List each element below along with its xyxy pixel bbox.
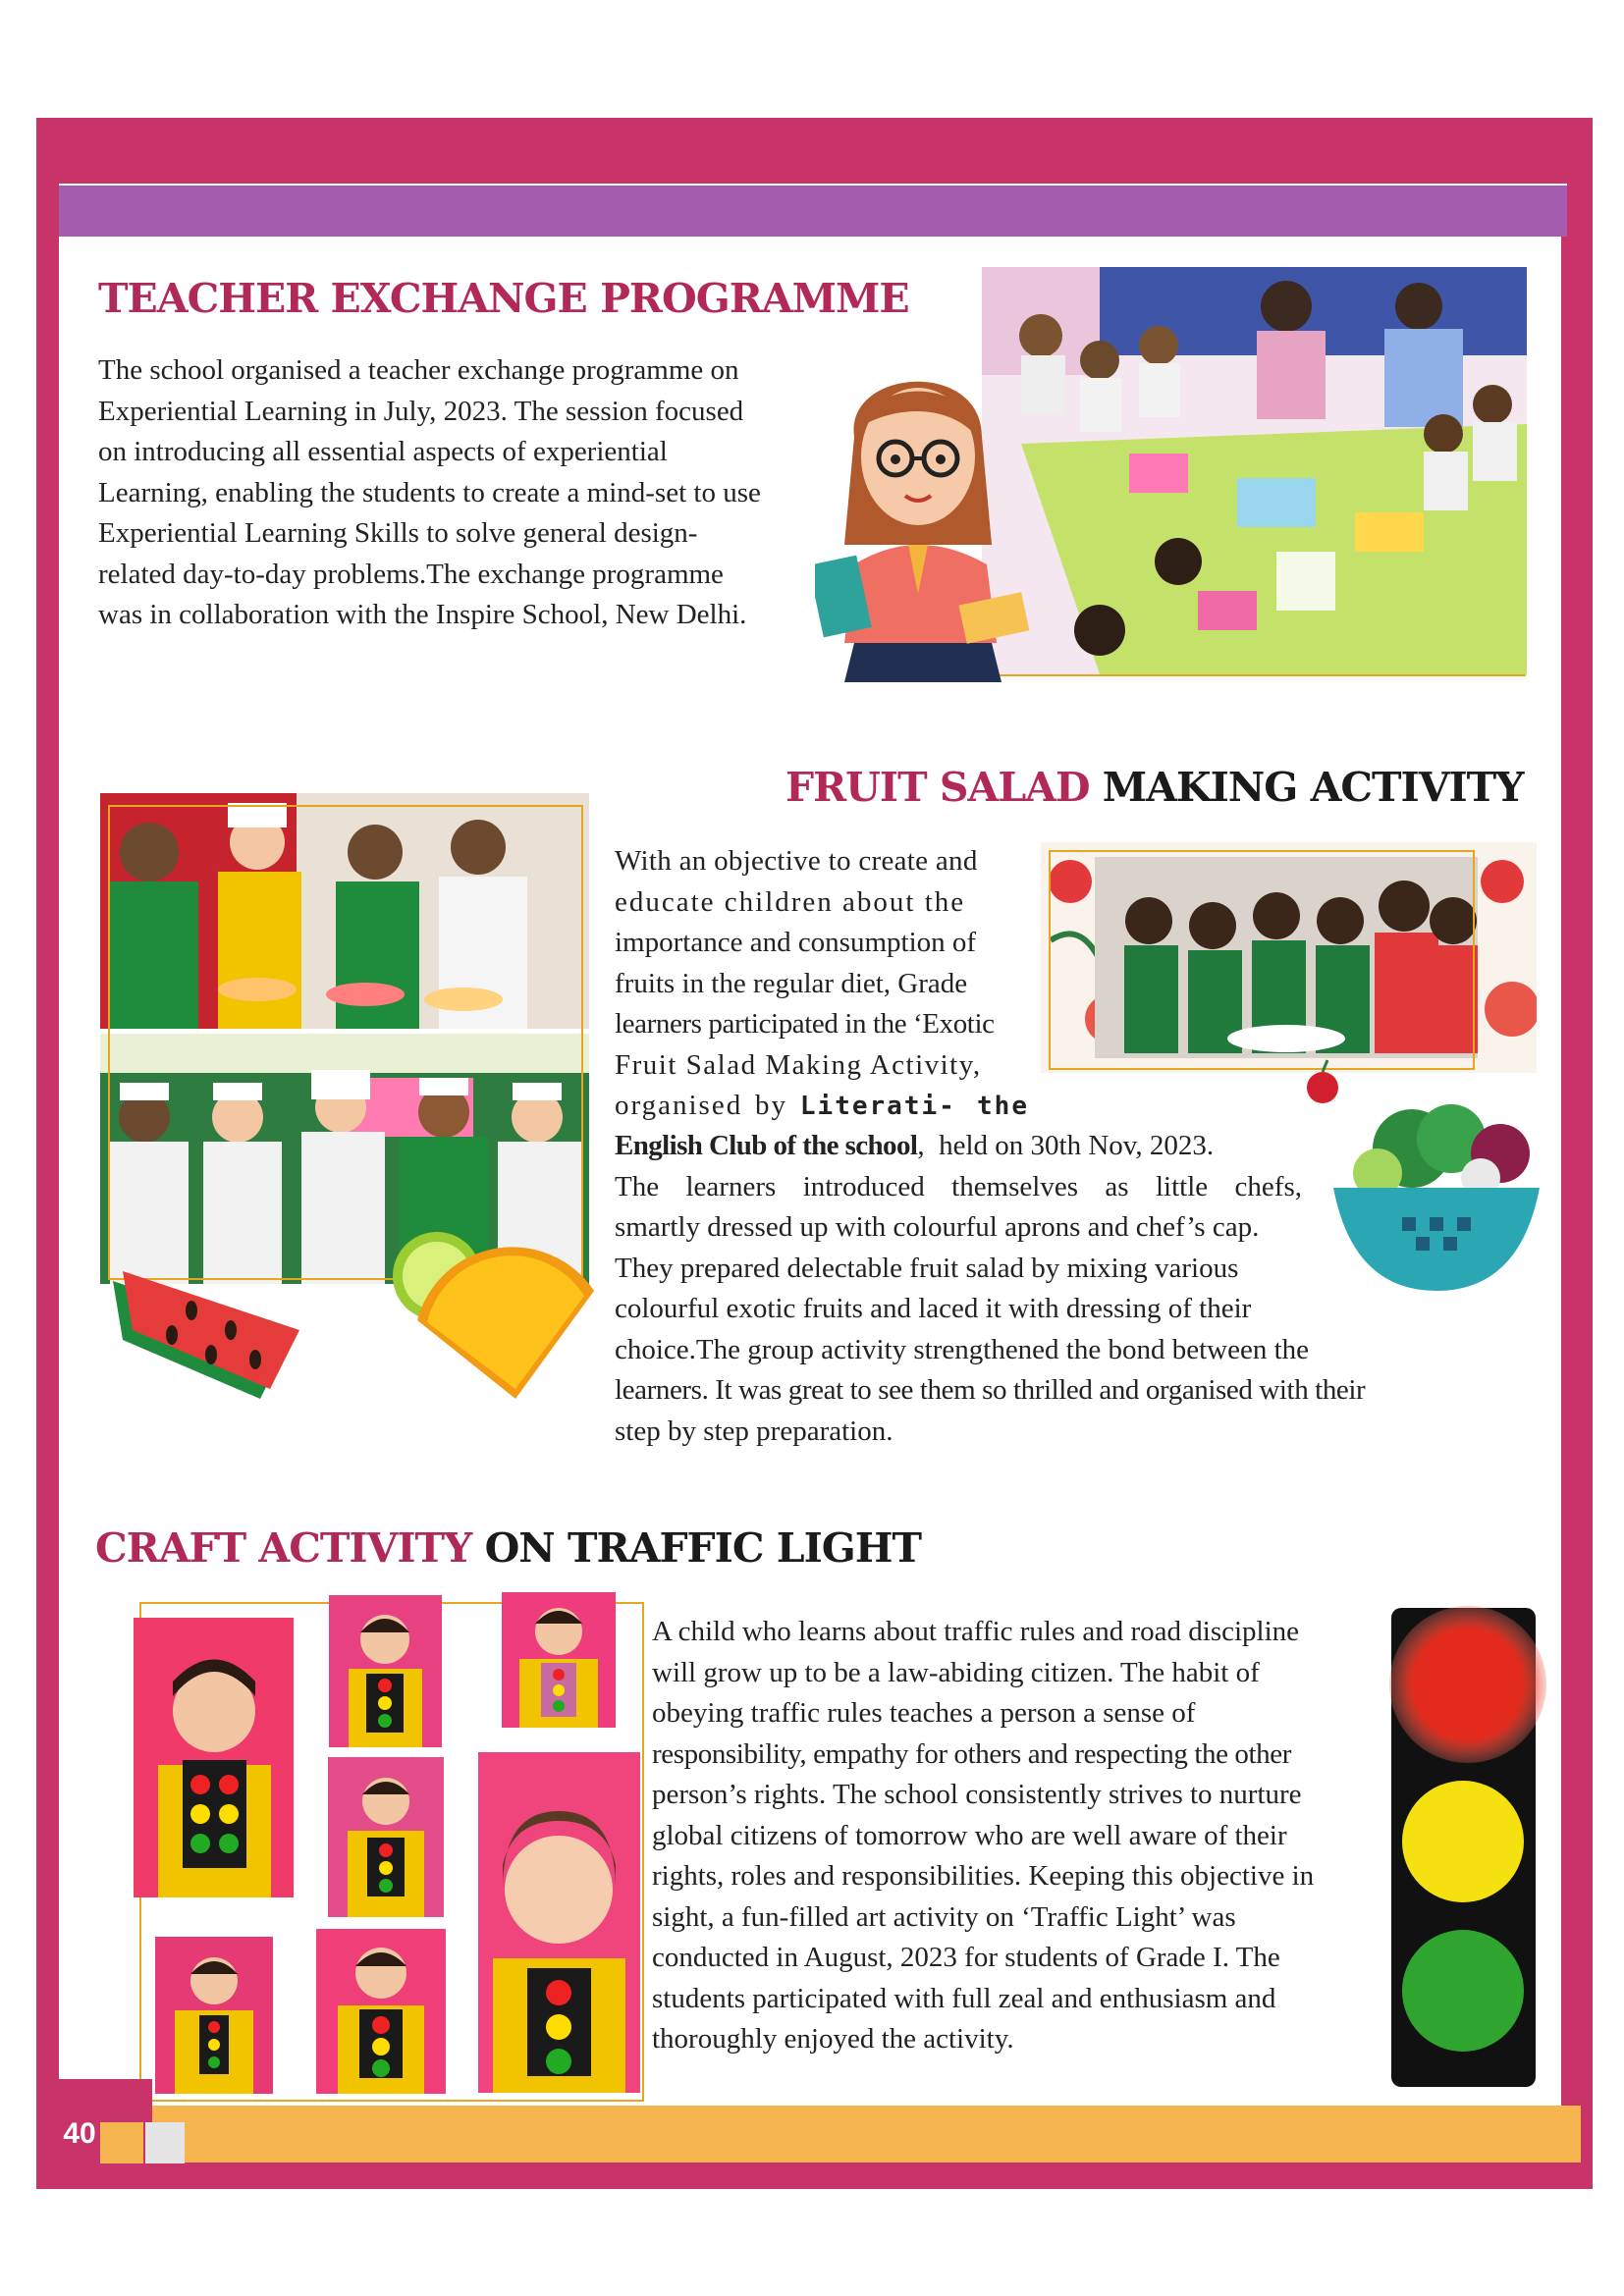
page-number: 40	[63, 2117, 96, 2150]
student-photo	[134, 1618, 294, 1897]
text-line: conducted in August, 2023 for students of Grade I. The	[652, 1942, 1280, 1973]
footer-decoration	[100, 2122, 143, 2163]
craft-activity-heading-accent: CRAFT ACTIVITY	[95, 1524, 472, 1572]
fruit-salad-heading	[785, 764, 1523, 811]
craft-activity-heading-rest: ON TRAFFIC LIGHT	[471, 1524, 922, 1572]
text-line: The school organised a teacher exchange programme on	[98, 354, 739, 386]
header-band	[59, 184, 1567, 237]
text-line: will grow up to be a law-abiding citizen. The habit of	[652, 1656, 1260, 1688]
held-on-date: , held on 30th Nov, 2023.	[917, 1130, 1215, 1161]
text-line: Experiential Learning in July, 2023. The session focused	[98, 395, 744, 427]
text-line: learners. It was great to see them so thrilled and organised with their	[615, 1374, 1366, 1406]
text-line: thoroughly enjoyed the activity.	[652, 2023, 1014, 2055]
organised-by: organised by	[615, 1090, 788, 1121]
student-photo	[502, 1592, 616, 1728]
teacher-exchange-text	[98, 350, 793, 636]
text-line: related day-to-day problems.The exchange programme	[98, 558, 724, 590]
text-line: With an objective to create and	[615, 845, 978, 877]
footer-decoration	[145, 2122, 185, 2163]
text-line: person’s rights. The school consistently strives to nurture	[652, 1779, 1302, 1810]
teacher-illustration	[815, 348, 1031, 682]
text-line: global citizens of tomorrow who are well aware of their	[652, 1819, 1287, 1851]
text-line: educate children about the	[615, 885, 966, 918]
fruit-salad-text-wide	[615, 1126, 1538, 1452]
text-line: sight, a fun-filled art activity on ‘Traffic Light’ was	[652, 1900, 1236, 1933]
text-line: on introducing all essential aspects of experiential	[98, 436, 668, 467]
fruit-salad-heading-accent: FRUIT SALAD	[785, 764, 1090, 811]
text-line: They prepared delectable fruit salad by mixing various	[615, 1252, 1239, 1284]
text-line: rights, roles and responsibilities. Keeping this objective in	[652, 1860, 1315, 1892]
text-line	[615, 1086, 1029, 1128]
club-name-part-1: Literati- the	[799, 1092, 1029, 1121]
text-line: Experiential Learning Skills to solve general design-	[98, 517, 698, 549]
student-photo	[155, 1937, 273, 2094]
text-line: responsibility, empathy for others and respecting the other	[652, 1737, 1292, 1770]
text-line: colourful exotic fruits and laced it with dressing of their	[615, 1293, 1252, 1324]
text-line: Fruit Salad Making Activity,	[615, 1048, 982, 1081]
text-line: learners participated in the ‘Exotic	[615, 1008, 995, 1040]
fruit-salad-text-narrow	[615, 841, 1029, 1128]
teacher-exchange-title: TEACHER EXCHANGE PROGRAMME	[98, 275, 909, 322]
text-line: A child who learns about traffic rules and road discipline	[652, 1616, 1300, 1647]
text-line: choice.The group activity strengthened the bond between the	[615, 1333, 1310, 1365]
text-line: step by step preparation.	[615, 1415, 893, 1447]
student-photo	[329, 1595, 442, 1747]
text-line: Learning, enabling the students to create a mind-set to use	[98, 476, 761, 508]
text-line: obeying traffic rules teaches a person a sense of	[652, 1697, 1196, 1729]
student-photo	[316, 1929, 446, 2094]
classroom-photo	[982, 267, 1527, 674]
text-line: importance and consumption of	[615, 927, 977, 958]
footer-bar	[147, 2106, 1581, 2163]
craft-activity-heading	[95, 1524, 921, 1572]
craft-activity-text	[652, 1612, 1355, 2060]
text-line: was in collaboration with the Inspire School, New Delhi.	[98, 599, 747, 630]
club-name-part-2: English Club of the school	[615, 1130, 918, 1161]
photo-frame	[1049, 850, 1475, 1070]
fruit-salad-heading-rest: MAKING ACTIVITY	[1089, 764, 1524, 811]
traffic-light-illustration	[1380, 1590, 1546, 2091]
teacher-exchange-heading	[98, 275, 909, 322]
cherry-illustration	[1298, 1058, 1347, 1107]
text-line	[615, 1126, 1538, 1167]
text-line: fruits in the regular diet, Grade	[615, 967, 968, 999]
text-line: students participated with full zeal and enthusiasm and	[652, 1982, 1276, 2014]
collage-frame	[108, 805, 583, 1280]
student-photo	[328, 1757, 444, 1917]
student-photo	[478, 1752, 640, 2093]
text-line: smartly dressed up with colourful aprons and chef’s cap.	[615, 1211, 1260, 1243]
text-line: The learners introduced themselves as little chefs,	[615, 1170, 1302, 1202]
fruit-illustration	[103, 1232, 594, 1409]
